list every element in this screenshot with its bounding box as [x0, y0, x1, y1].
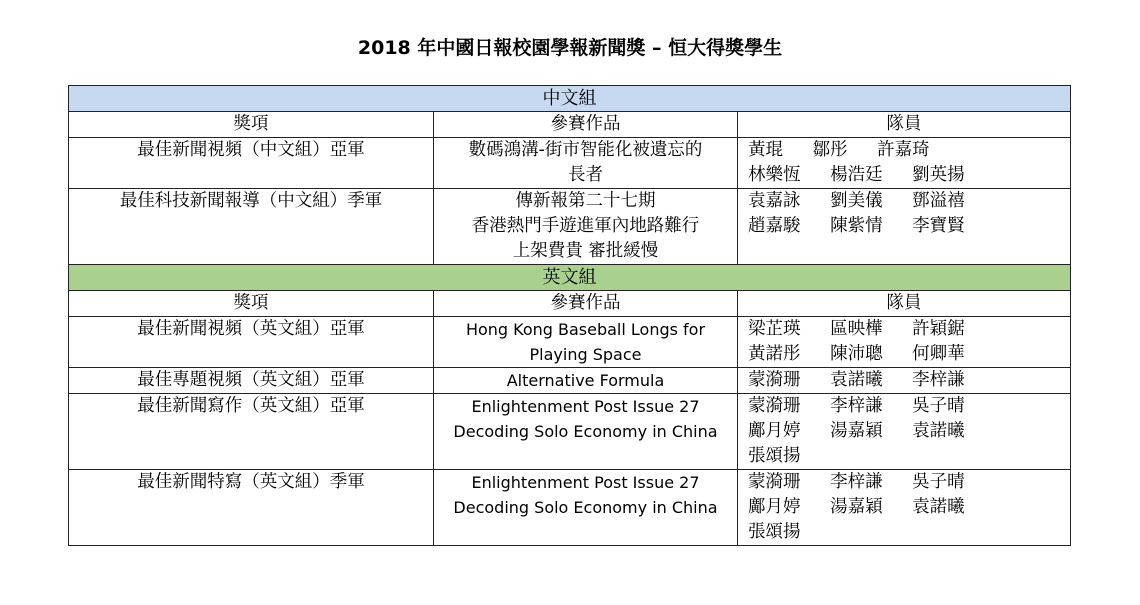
member-name: 鄧溢禧	[912, 191, 965, 211]
members-line	[748, 419, 1064, 444]
members-line	[748, 495, 1064, 520]
member-name: 張頌揚	[748, 446, 801, 466]
award-cell: 最佳新聞寫作（英文組）亞軍	[69, 394, 434, 470]
document-title: 2018 年中國日報校園學報新聞獎 – 恒大得獎學生	[357, 37, 783, 59]
member-name: 楊浩廷	[830, 165, 883, 185]
section-title: 中文組	[69, 86, 1071, 112]
member-name: 蒙漪珊	[748, 472, 801, 492]
header-award: 獎項	[69, 291, 434, 317]
member-name: 黃琨	[748, 140, 783, 160]
member-name: 鄒彤	[812, 140, 848, 160]
member-name: 劉美儀	[830, 191, 883, 211]
members-cell	[738, 138, 1071, 189]
work-line: Playing Space	[529, 345, 642, 364]
table-row	[69, 138, 1071, 189]
header-members: 隊員	[738, 291, 1071, 317]
member-name: 吳子晴	[912, 396, 965, 416]
member-name: 李寶賢	[912, 216, 965, 236]
member-name: 趙嘉駿	[748, 216, 801, 236]
table-row	[69, 368, 1071, 394]
work-line: Decoding Solo Economy in China	[453, 498, 718, 517]
members-line	[748, 189, 1064, 214]
work-cell	[434, 189, 738, 265]
member-name: 許穎鋸	[912, 319, 965, 339]
table-row	[69, 470, 1071, 546]
members-cell	[738, 470, 1071, 546]
members-cell	[738, 368, 1071, 394]
member-name: 袁諾曦	[912, 421, 965, 441]
member-name: 區映樺	[830, 319, 883, 339]
member-name: 鄺月婷	[748, 421, 801, 441]
members-cell	[738, 189, 1071, 265]
work-line: 數碼鴻溝-街市智能化被遺忘的	[468, 140, 703, 160]
header-award: 獎項	[69, 112, 434, 138]
work-line: Hong Kong Baseball Longs for	[465, 320, 706, 339]
column-header-row	[69, 112, 1071, 138]
section-title: 英文組	[69, 265, 1071, 291]
member-name: 蒙漪珊	[748, 396, 801, 416]
work-line: Enlightenment Post Issue 27	[471, 397, 700, 416]
member-name: 梁芷瑛	[748, 319, 801, 339]
work-cell	[434, 470, 738, 546]
member-name: 陳沛聰	[830, 344, 883, 364]
members-line	[748, 342, 1064, 367]
member-name: 袁嘉詠	[748, 191, 801, 211]
member-name: 袁諾曦	[912, 497, 965, 517]
members-line	[748, 138, 1064, 163]
work-cell	[434, 138, 738, 189]
members-cell	[738, 394, 1071, 470]
award-cell: 最佳新聞視頻（中文組）亞軍	[69, 138, 434, 189]
header-members: 隊員	[738, 112, 1071, 138]
table-row	[69, 189, 1071, 265]
members-line	[748, 444, 1064, 469]
members-cell	[738, 317, 1071, 368]
members-line	[748, 520, 1064, 545]
work-line: Enlightenment Post Issue 27	[471, 473, 700, 492]
member-name: 湯嘉穎	[830, 421, 883, 441]
work-line: Decoding Solo Economy in China	[453, 422, 718, 441]
member-name: 湯嘉穎	[830, 497, 883, 517]
column-header-row	[69, 291, 1071, 317]
member-name: 鄺月婷	[748, 497, 801, 517]
member-name: 何卿華	[912, 344, 965, 364]
work-line: 上架費貴 審批緩慢	[512, 241, 659, 261]
member-name: 吳子晴	[912, 472, 965, 492]
section-header-english	[69, 265, 1071, 291]
member-name: 袁諾曦	[830, 370, 883, 390]
members-line	[748, 163, 1064, 188]
members-line	[748, 470, 1064, 495]
work-line: 傳新報第二十七期	[515, 191, 656, 211]
award-cell: 最佳新聞特寫（英文組）季軍	[69, 470, 434, 546]
header-work: 參賽作品	[434, 291, 738, 317]
member-name: 李梓謙	[830, 396, 883, 416]
section-header-chinese	[69, 86, 1071, 112]
work-cell	[434, 394, 738, 470]
award-cell: 最佳專題視頻（英文組）亞軍	[69, 368, 434, 394]
table-row	[69, 394, 1071, 470]
member-name: 李梓謙	[912, 370, 965, 390]
member-name: 陳紫情	[830, 216, 883, 236]
work-line: Alternative Formula	[506, 371, 665, 390]
member-name: 張頌揚	[748, 522, 801, 542]
member-name: 劉英揚	[912, 165, 965, 185]
members-line	[748, 214, 1064, 239]
work-line: 長者	[568, 165, 603, 185]
member-name: 林樂恆	[748, 165, 801, 185]
member-name: 蒙漪珊	[748, 370, 801, 390]
member-name: 黃諾彤	[748, 344, 801, 364]
award-cell: 最佳科技新聞報導（中文組）季軍	[69, 189, 434, 265]
members-line	[748, 368, 1064, 393]
members-line	[748, 317, 1064, 342]
work-cell	[434, 317, 738, 368]
members-line	[748, 394, 1064, 419]
member-name: 李梓謙	[830, 472, 883, 492]
header-work: 參賽作品	[434, 112, 738, 138]
awards-table	[68, 85, 1071, 546]
award-cell: 最佳新聞視頻（英文組）亞軍	[69, 317, 434, 368]
table-row	[69, 317, 1071, 368]
work-cell	[434, 368, 738, 394]
work-line: 香港熱門手遊進軍內地路難行	[471, 216, 700, 236]
member-name: 許嘉琦	[877, 140, 930, 160]
